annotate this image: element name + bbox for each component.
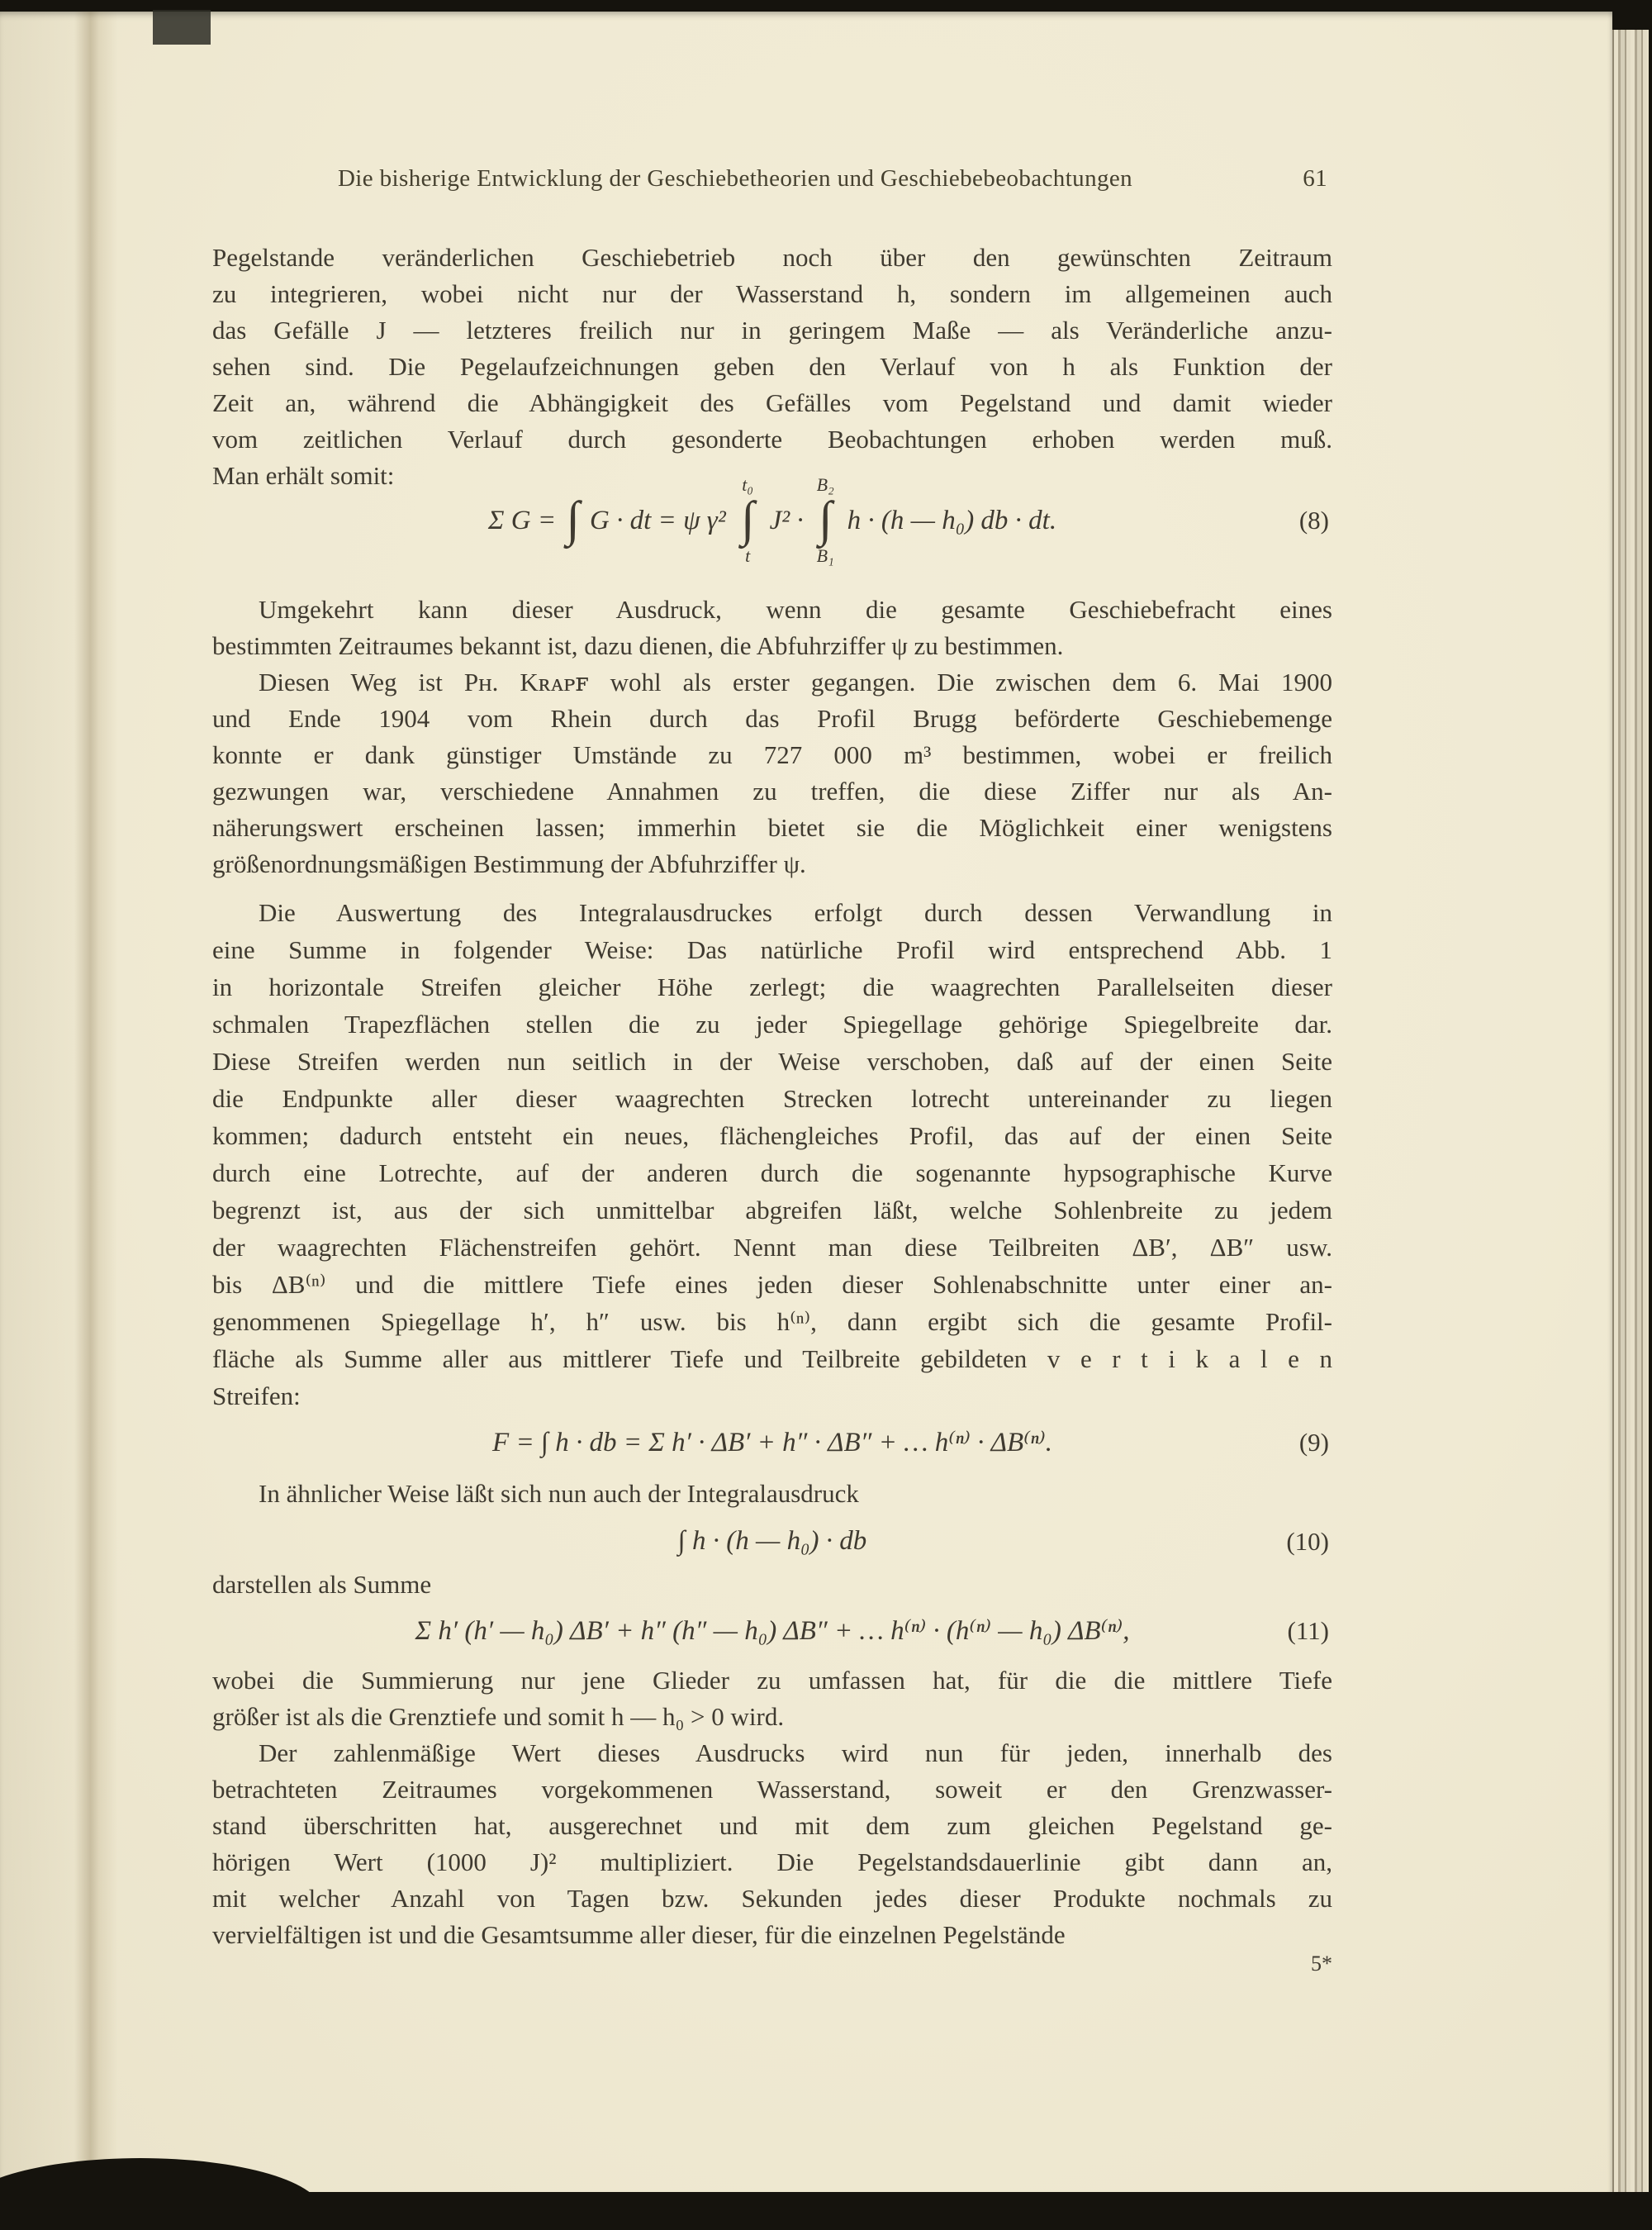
text-line: Umgekehrt kann dieser Ausdruck, wenn die gesamte Geschiebefracht eines (259, 595, 1332, 624)
text-line: fläche als Summe aller aus mittlerer Tiefe und Teilbreite gebildeten v e r t i k a l e n (212, 1344, 1332, 1373)
text-line: stand überschritten hat, ausgerechnet und mit dem zum gleichen Pegelstand ge- (212, 1811, 1332, 1840)
equation-number-11: (11) (1287, 1616, 1329, 1645)
margin-glyph-fragment (0, 1720, 12, 1750)
integral-with-limits-t (738, 474, 757, 567)
paragraph-6 (212, 1567, 1332, 1603)
text-line: genommenen Spiegellage h′, h″ usw. bis h⁽ⁿ⁾, dann ergibt sich die gesamte Profil- (212, 1307, 1332, 1336)
formula-8-rhs: h · (h — h₀) db · dt. (840, 505, 1057, 535)
photo-right-border (1649, 0, 1652, 2230)
page-number: 61 (1303, 165, 1327, 192)
paragraph-2 (212, 592, 1332, 664)
text-line: Zeit an, während die Abhängigkeit des Gefälles vom Pegelstand und damit wieder (212, 388, 1332, 417)
text-line: darstellen als Summe (212, 1570, 432, 1599)
text-line: Diese Streifen werden nun seitlich in der Weise verschoben, daß auf der einen Seite (212, 1047, 1332, 1076)
page-edge-stack (1612, 30, 1650, 2192)
margin-glyph-fragment (0, 1613, 12, 1643)
text-line: eine Summe in folgender Weise: Das natürliche Profil wird entsprechend Abb. 1 (212, 935, 1332, 964)
paragraph-5 (212, 1476, 1332, 1512)
equation-number-9: (9) (1298, 1428, 1329, 1457)
integral-sign: ∫ (818, 492, 833, 546)
text-line: die Endpunkte aller dieser waagrechten Strecken lotrecht untereinander zu liegen (212, 1084, 1332, 1113)
text-line: konnte er dank günstiger Umstände zu 727 000 m³ bestimmen, wobei er freilich (212, 740, 1332, 769)
formula-9-body: F = ∫ h · db = Σ h′ · ΔB′ + h″ · ΔB″ + … h⁽ⁿ⁾ · ΔB⁽ⁿ⁾. (492, 1428, 1052, 1457)
formula-9 (212, 1421, 1332, 1462)
text-line: Diesen Weg ist Pʜ. Kʀᴀᴘꜰ wohl als erster gegangen. Die zwischen dem 6. Mai 1900 (259, 668, 1332, 697)
text-line: Man erhält somit: (212, 461, 395, 490)
text-line: Streifen: (212, 1381, 301, 1410)
formula-11-body: Σ h′ (h′ — h₀) ΔB′ + h″ (h″ — h₀) ΔB″ + … h⁽ⁿ⁾ · (h⁽ⁿ⁾ — h₀) ΔB⁽ⁿ⁾, (415, 1616, 1130, 1646)
text-line: zu integrieren, wobei nicht nur der Wasserstand h, sondern im allgemeinen auch (212, 279, 1332, 308)
text-line: Pegelstande veränderlichen Geschiebetrieb noch über den gewünschten Zeitraum (212, 243, 1332, 272)
text-line: hörigen Wert (1000 J)² multipliziert. Die Pegelstandsdauerlinie gibt dann an, (212, 1847, 1332, 1876)
formula-10 (212, 1520, 1332, 1562)
text-line: der waagrechten Flächenstreifen gehört. Nennt man diese Teilbreiten ΔB′, ΔB″ usw. (212, 1233, 1332, 1262)
text-line: kommen; dadurch entsteht ein neues, flächengleiches Profil, das auf der einen Seite (212, 1121, 1332, 1150)
text-line: bestimmten Zeitraumes bekannt ist, dazu dienen, die Abfuhrziffer ψ zu bestimmen. (212, 631, 1064, 660)
book-page (0, 12, 1612, 2193)
photo-top-border (0, 0, 1652, 12)
paragraph-8 (212, 1735, 1332, 1953)
integral-sign: ∫ (566, 492, 580, 546)
equation-number-8: (8) (1298, 506, 1329, 535)
text-line: vom zeitlichen Verlauf durch gesonderte Beobachtungen erhoben werden muß. (212, 425, 1332, 454)
upper-limit: B₂ (816, 474, 834, 495)
photo-bottom-border (0, 2192, 1652, 2230)
margin-glyph-fragment (0, 1894, 12, 1923)
text-line: durch eine Lotrechte, auf der anderen durch die sogenannte hypsographische Kurve (212, 1158, 1332, 1187)
text-line: begrenzt ist, aus der sich unmittelbar abgreifen läßt, welche Sohlenbreite zu jedem (212, 1196, 1332, 1224)
text-line: Die Auswertung des Integralausdruckes erfolgt durch dessen Verwandlung in (259, 898, 1332, 927)
text-line: größer ist als die Grenztiefe und somit h — h₀ > 0 wird. (212, 1702, 785, 1731)
margin-glyph-fragment (0, 1780, 12, 1809)
paragraph-1 (212, 240, 1332, 494)
text-line: mit welcher Anzahl von Tagen bzw. Sekunden jedes dieser Produkte nochmals zu (212, 1884, 1332, 1913)
text-line: In ähnlicher Weise läßt sich nun auch der Integralausdruck (259, 1479, 859, 1508)
text-line: Der zahlenmäßige Wert dieses Ausdrucks wird nun für jeden, innerhalb des (259, 1738, 1332, 1767)
paragraph-3 (212, 664, 1332, 882)
paragraph-7 (212, 1662, 1332, 1735)
text-line: und Ende 1904 vom Rhein durch das Profil Brugg beförderte Geschiebemenge (212, 704, 1332, 733)
formula-11 (212, 1609, 1332, 1651)
photo-top-right-corner (1612, 0, 1652, 30)
formula-10-body: ∫ h · (h — h₀) · db (677, 1525, 867, 1556)
signature-mark: 5* (1311, 1952, 1332, 1976)
upper-limit: t₀ (742, 474, 754, 495)
text-line: vervielfältigen ist und die Gesamtsumme aller dieser, für die einzelnen Pegelstände (212, 1920, 1066, 1949)
text-line: größenordnungsmäßigen Bestimmung der Abfuhrziffer ψ. (212, 849, 806, 878)
formula-8-mid2: J² · (762, 505, 810, 535)
paragraph-4 (212, 894, 1332, 1415)
lower-limit: t (745, 545, 751, 566)
cover-edge-shadow (153, 10, 211, 45)
text-line: in horizontale Streifen gleicher Höhe zerlegt; die waagrechten Parallelseiten dieser (212, 972, 1332, 1001)
text-line: schmalen Trapezflächen stellen die zu jeder Spiegellage gehörige Spiegelbreite dar. (212, 1010, 1332, 1039)
integral-sign: ∫ (740, 492, 755, 546)
formula-8 (212, 468, 1332, 573)
text-line: gezwungen war, verschiedene Annahmen zu treffen, die diese Ziffer nur als An- (212, 777, 1332, 806)
gutter-crease (0, 12, 124, 2193)
text-line: bis ΔB⁽ⁿ⁾ und die mittlere Tiefe eines jeden dieser Sohlenabschnitte unter einer an- (212, 1270, 1332, 1299)
lower-limit: B₁ (816, 545, 834, 566)
header-title: Die bisherige Entwicklung der Geschiebetheorien und Geschiebebeobachtungen (337, 165, 1133, 192)
text-line: betrachteten Zeitraumes vorgekommenen Wasserstand, soweit er den Grenzwasser- (212, 1775, 1332, 1804)
text-line: das Gefälle J — letzteres freilich nur in geringem Maße — als Veränderliche anzu- (212, 316, 1332, 345)
formula-8-mid1: G · dt = ψ γ² (582, 505, 733, 535)
text-line: sehen sind. Die Pegelaufzeichnungen geben den Verlauf von h als Funktion der (212, 352, 1332, 381)
text-line: näherungswert erscheinen lassen; immerhin bietet sie die Möglichkeit einer wenigstens (212, 813, 1332, 842)
integral-with-limits-B (815, 474, 835, 567)
equation-number-10: (10) (1286, 1527, 1329, 1556)
margin-glyph-fragment (0, 1852, 12, 1882)
text-line: wobei die Summierung nur jene Glieder zu umfassen hat, für die die mittlere Tiefe (212, 1666, 1332, 1695)
formula-8-lhs: Σ G = (487, 505, 563, 535)
running-header (212, 165, 1332, 193)
